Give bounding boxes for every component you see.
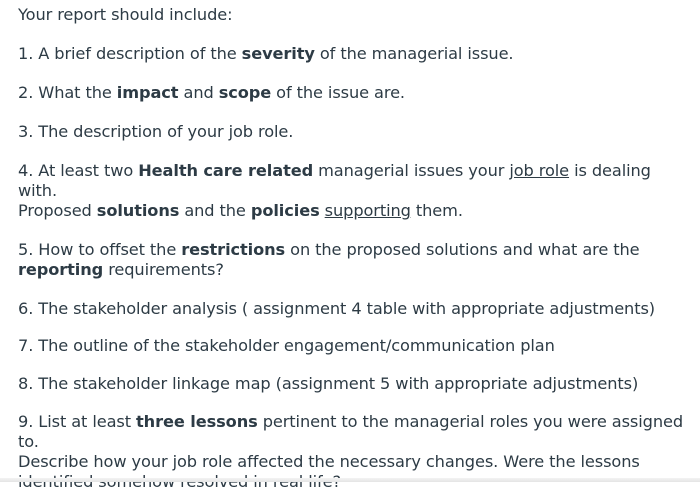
item-2-bold-impact: impact <box>116 83 179 102</box>
item-5-text-end: requirements? <box>103 260 224 279</box>
item-4-underline-job-role: job role <box>509 161 570 180</box>
item-4-text-and: and the <box>179 201 251 220</box>
item-5-text: 5. How to offset the <box>18 240 182 259</box>
requirements-list <box>18 44 694 492</box>
item-4-underline-supporting: supporting <box>324 201 411 220</box>
item-7-text: 7. The outline of the stakeholder engagement/communication plan <box>18 336 555 355</box>
item-6-text: 6. The stakeholder analysis ( assignment 4 table with appropriate adjustments) <box>18 299 656 318</box>
report-requirements <box>18 0 694 492</box>
item-1-bold-severity: severity <box>241 44 315 63</box>
item-4-text-mid: managerial issues your <box>313 161 510 180</box>
intro-text: Your report should include: <box>18 5 233 24</box>
item-1-text-end: of the managerial issue. <box>314 44 514 63</box>
item-1-text: 1. A brief description of the <box>18 44 242 63</box>
item-8-text: 8. The stakeholder linkage map (assignment 5 with appropriate adjustments) <box>18 374 639 393</box>
list-item-3 <box>18 122 694 142</box>
item-9-text-line1-end: pertinent to the managerial roles you were assigned to. <box>18 412 684 451</box>
list-item-1 <box>18 44 694 64</box>
bottom-divider <box>0 478 700 482</box>
list-item-6 <box>18 299 694 319</box>
item-2-text-end: of the issue are. <box>271 83 405 102</box>
list-item-5 <box>18 240 694 280</box>
item-5-bold-restrictions: restrictions <box>181 240 286 259</box>
item-4-text-line1-end: is dealing with. <box>18 161 651 200</box>
item-9-text-line2: Describe how your job role affected the necessary changes. Were the lessons <box>18 452 640 471</box>
list-item-4 <box>18 161 694 221</box>
item-2-bold-scope: scope <box>218 83 272 102</box>
list-item-8 <box>18 374 694 394</box>
item-4-text: 4. At least two <box>18 161 139 180</box>
list-item-7 <box>18 336 694 356</box>
item-3-text: 3. The description of your job role. <box>18 122 294 141</box>
item-4-bold-solutions: solutions <box>96 201 180 220</box>
item-4-text-line2: Proposed <box>18 201 97 220</box>
item-4-bold-health-care: Health care related <box>138 161 314 180</box>
item-5-text-mid: on the proposed solutions and what are the <box>285 240 640 259</box>
item-4-bold-policies: policies <box>250 201 320 220</box>
list-item-2 <box>18 83 694 103</box>
item-4-text-end: them. <box>410 201 463 220</box>
item-2-text-and: and <box>178 83 219 102</box>
item-5-bold-reporting: reporting <box>18 260 104 279</box>
item-9-bold-three-lessons: three lessons <box>136 412 258 431</box>
item-9-text: 9. List at least <box>18 412 137 431</box>
item-2-text: 2. What the <box>18 83 117 102</box>
